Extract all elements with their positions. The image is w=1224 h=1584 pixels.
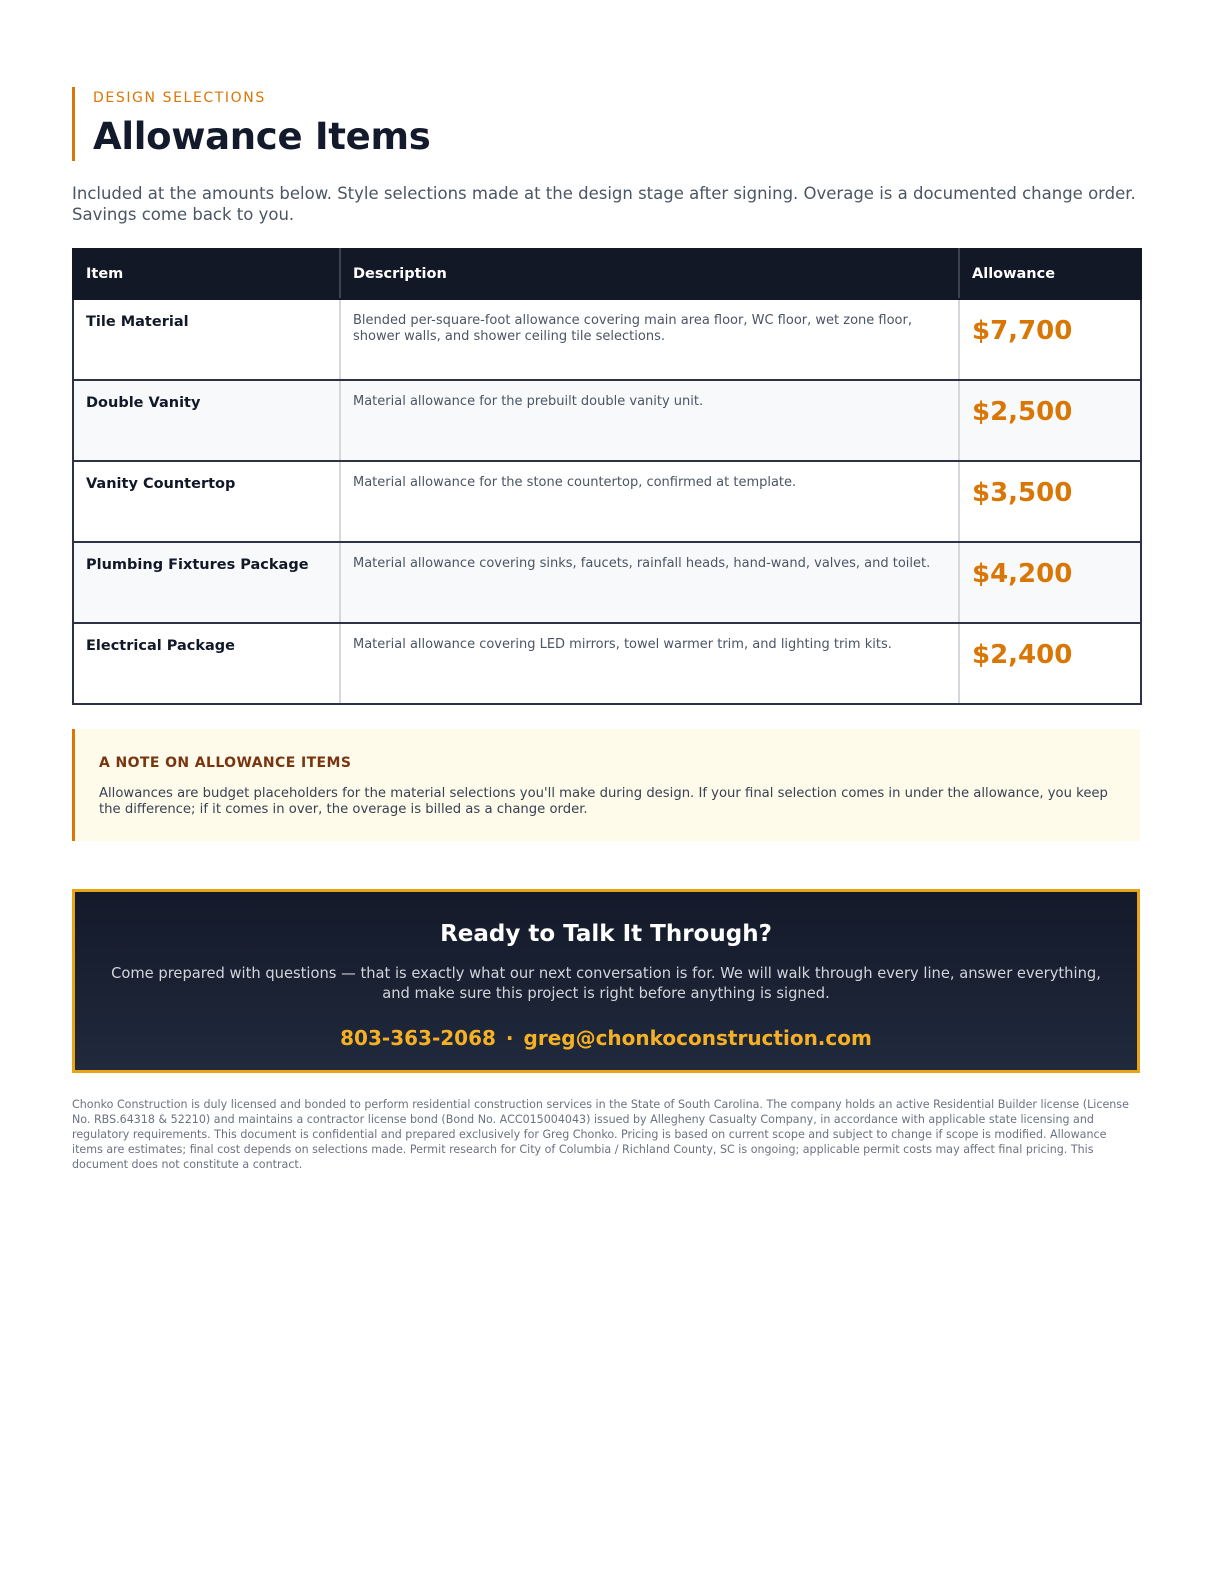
contact-cta: [72, 889, 1140, 1073]
row-amount: $3,500: [959, 461, 1141, 542]
row-item: Double Vanity: [73, 380, 340, 461]
section-header: [72, 87, 1140, 161]
cta-body: Come prepared with questions — that is exactly what our next conversation is for. We will walk through every line, answer everything, and make sure this project is right before anything is signed.: [111, 965, 1101, 1002]
header-item: Item: [73, 249, 340, 299]
row-item: Tile Material: [73, 299, 340, 380]
table-row: [73, 380, 1141, 461]
contact-separator: ·: [505, 1026, 514, 1050]
intro-text: Included at the amounts below. Style selections made at the design stage after signing. Overage is a documented change order. Savings come back to you.: [72, 184, 1136, 224]
row-description: Material allowance covering sinks, faucets, rainfall heads, hand-wand, valves, and toilet.: [340, 542, 959, 623]
row-amount: $2,500: [959, 380, 1141, 461]
row-item: Electrical Package: [73, 623, 340, 704]
cta-title: Ready to Talk It Through?: [440, 921, 772, 947]
header-description: Description: [340, 249, 959, 299]
note-title: A NOTE ON ALLOWANCE ITEMS: [99, 755, 352, 771]
table-header-row: [73, 249, 1141, 299]
header-allowance: Allowance: [959, 249, 1141, 299]
page: [72, 87, 1140, 1183]
email-link[interactable]: greg@chonkoconstruction.com: [523, 1026, 872, 1050]
row-description: Material allowance for the prebuilt double vanity unit.: [340, 380, 959, 461]
cta-contact-line: [75, 1025, 1137, 1051]
table-row: [73, 623, 1141, 704]
row-description: Blended per-square-foot allowance covering main area floor, WC floor, wet zone floor, shower walls, and shower ceiling tile selections.: [340, 299, 959, 380]
table-row: [73, 542, 1141, 623]
legal-disclaimer: Chonko Construction is duly licensed and bonded to perform residential construction services in the State of South Carolina. The company holds an active Residential Builder license (License No. RBS.64318 & 52210) and maintains a contractor license bond (Bond No. ACC015004043) issued by Allegheny Casualty Company, in accordance with applicable state licensing and regulatory requirements. This document is confidential and prepared exclusively for Greg Chonko. Pricing is based on current scope and subject to change if scope is modified. Allowance items are estimates; final cost depends on selections made. Permit research for City of Columbia / Richland County, SC is ongoing; applicable permit costs may affect final pricing. This document does not constitute a contract.: [72, 1098, 1129, 1171]
table-row: [73, 299, 1141, 380]
table-row: [73, 461, 1141, 542]
row-description: Material allowance for the stone countertop, confirmed at template.: [340, 461, 959, 542]
section-eyebrow: DESIGN SELECTIONS: [93, 90, 266, 106]
row-amount: $2,400: [959, 623, 1141, 704]
phone-link[interactable]: 803-363-2068: [340, 1026, 496, 1050]
page-title: Allowance Items: [93, 115, 431, 158]
row-description: Material allowance covering LED mirrors, towel warmer trim, and lighting trim kits.: [340, 623, 959, 704]
row-item: Vanity Countertop: [73, 461, 340, 542]
allowance-note: [72, 729, 1140, 841]
row-amount: $4,200: [959, 542, 1141, 623]
row-item: Plumbing Fixtures Package: [73, 542, 340, 623]
allowance-table: [72, 248, 1142, 705]
row-amount: $7,700: [959, 299, 1141, 380]
note-body: Allowances are budget placeholders for the material selections you'll make during design. If your final selection comes in under the allowance, you keep the difference; if it comes in over, the overage is billed as a change order.: [99, 786, 1108, 817]
